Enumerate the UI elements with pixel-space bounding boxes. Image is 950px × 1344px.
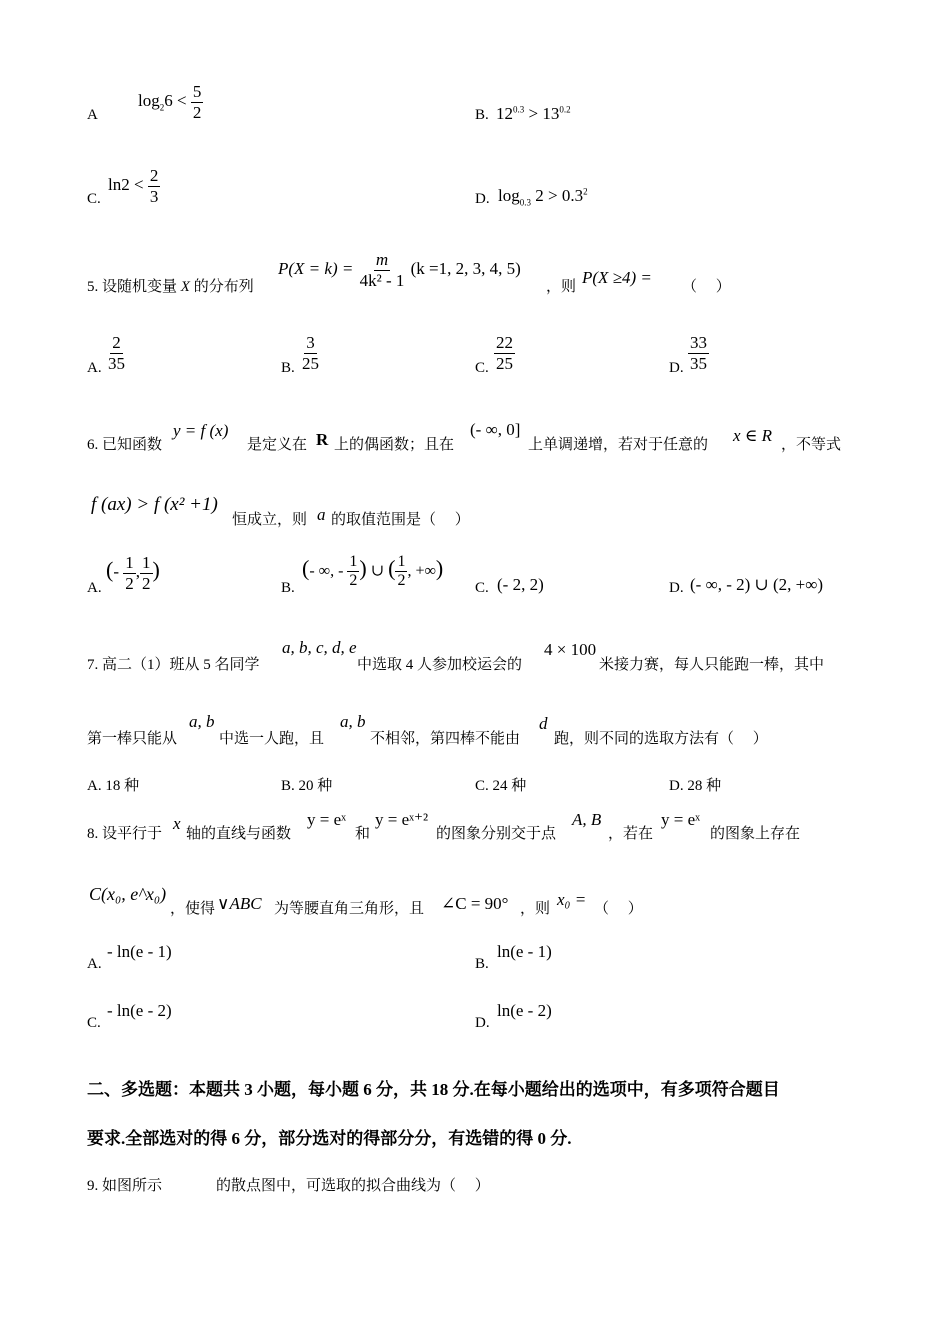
q6-text-2: 上的偶函数；且在 xyxy=(334,437,455,453)
q5-prefix: 5. 设随机变量 X 的分布列 xyxy=(87,279,254,295)
q4-option-a-expr: $\log_26$ < $\frac{5}{2}$ xyxy=(138,82,202,122)
q6-inequality: f (ax) > f (x² +1) xyxy=(91,494,218,515)
q7-line1-c: 米接力赛，每人只能跑一棒，其中 xyxy=(599,657,825,673)
q5-option-c-label: C. xyxy=(475,360,489,376)
q8-option-d-label: D. xyxy=(475,1015,490,1031)
section2-heading-line1: 二、多选题：本题共 3 小题，每小题 6 分，共 18 分.在每小题给出的选项中，有多项符合题目 xyxy=(87,1080,780,1099)
q7-ab-2: a, b xyxy=(340,712,366,731)
q8-line2-a: ，使得 xyxy=(170,901,216,917)
q6-text-1: 是定义在 xyxy=(247,437,308,453)
q8-option-a-expr: - ln(e - 1) xyxy=(107,942,172,961)
q6-R1: R xyxy=(316,430,329,449)
q5-option-a-value: $\frac{2}{35}$ xyxy=(108,333,125,373)
q6-func: y = f (x) xyxy=(173,421,229,440)
q8-bracket: （ ） xyxy=(594,901,643,917)
q6-option-b-label: B. xyxy=(281,580,295,596)
q6-option-c-expr: (- 2, 2) xyxy=(497,575,544,594)
q5-ask: P(X ≥4) = xyxy=(582,268,652,287)
section2-heading-line2: 要求.全部选对的得 6 分，部分选对的得部分分，有选错的得 0 分. xyxy=(87,1129,572,1148)
q8-line1-e: 的图象上存在 xyxy=(710,826,801,842)
q7-option-c: C. 24 种 xyxy=(475,778,527,794)
q8-point-C: C(x₀, e^x₀) xyxy=(89,884,167,904)
q5-option-c-value: $\frac{22}{25}$ xyxy=(496,333,513,373)
q8-option-d-expr: ln(e - 2) xyxy=(497,1001,552,1020)
q5-option-b-value: $\frac{3}{25}$ xyxy=(302,333,319,373)
q8-and: 和 xyxy=(355,826,371,842)
q8-line1-c: 的图象分别交于点 xyxy=(436,826,557,842)
q6-option-b-expr: (- ∞, - $\frac{1}{2}$ ) ∪ ( $\frac{1}{2}$ , +∞) xyxy=(302,553,444,590)
q4-option-a-label: A xyxy=(87,107,98,123)
q8-x0: x₀ = xyxy=(557,890,587,909)
q6-x-in-R: x ∈ R xyxy=(733,426,773,445)
q7-ab-1: a, b xyxy=(189,712,215,731)
q7-option-d: D. 28 种 xyxy=(669,778,722,794)
q4-option-c-expr: ln2 < $\frac{2}{3}$ xyxy=(108,166,159,206)
q8-line2-c: ，则 xyxy=(520,901,551,917)
q6-a: a xyxy=(317,505,326,524)
q5-bracket: （ ） xyxy=(682,279,731,295)
q8-func-2: y = eˣ⁺² xyxy=(375,810,429,829)
q7-line1-a: 7. 高二（1）班从 5 名同学 xyxy=(87,657,260,673)
q4-option-b-label: B. xyxy=(475,107,489,123)
q6-text-4: ，不等式 xyxy=(781,437,842,453)
q5-formula: P(X = k) = $\frac{m}{\text{4k² - 1}}$ (k =1, 2, 3, 4, 5) xyxy=(278,250,521,290)
q7-option-b: B. 20 种 xyxy=(281,778,333,794)
q6-text-5: 恒成立，则 xyxy=(232,512,308,528)
q7-option-a: A. 18 种 xyxy=(87,778,140,794)
q6-text-6: 的取值范围是（ ） xyxy=(331,512,470,528)
q8-angle: ∠C = 90° xyxy=(441,894,509,913)
q8-line1-b: 轴的直线与函数 xyxy=(186,826,292,842)
q5-option-d-value: $\frac{33}{35}$ xyxy=(690,333,707,373)
q6-interval: (- ∞, 0] xyxy=(470,420,521,439)
q6-option-d-expr: (- ∞, - 2) ∪ (2, +∞) xyxy=(690,575,824,594)
q5-option-b-label: B. xyxy=(281,360,295,376)
q9-prefix: 9. 如图所示 xyxy=(87,1178,163,1194)
q7-relay: 4 × 100 xyxy=(544,640,597,659)
q7-line2-a: 第一棒只能从 xyxy=(87,731,178,747)
q8-func-3: y = eˣ xyxy=(661,810,701,829)
q7-line2-b: 中选一人跑，且 xyxy=(219,731,325,747)
q5-option-d-label: D. xyxy=(669,360,684,376)
q5-option-a-label: A. xyxy=(87,360,102,376)
q7-d: d xyxy=(539,714,548,733)
q4-option-b-expr: $12^{0.3} > 13^{0.2}$ xyxy=(496,104,571,123)
q5-then: ，则 xyxy=(546,279,577,295)
q8-line2-b: 为等腰直角三角形，且 xyxy=(274,901,425,917)
q7-names: a, b, c, d, e xyxy=(282,638,357,657)
q6-option-a-expr: (- $\frac{1}{2}$ , $\frac{1}{2}$ ) xyxy=(106,553,160,593)
q6-option-d-label: D. xyxy=(669,580,684,596)
q8-line1-d: ，若在 xyxy=(608,826,654,842)
q8-func-1: y = eˣ xyxy=(307,810,347,829)
q8-AB: A, B xyxy=(572,810,602,829)
q7-line2-c: 不相邻，第四棒不能由 xyxy=(370,731,521,747)
q6-option-c-label: C. xyxy=(475,580,489,596)
q9-text: 的散点图中，可选取的拟合曲线为（ ） xyxy=(216,1178,490,1194)
q6-text-3: 上单调递增，若对于任意的 xyxy=(528,437,709,453)
q8-x: x xyxy=(173,814,181,833)
q8-option-b-label: B. xyxy=(475,956,489,972)
q4-option-d-expr: $\log_{0.3} 2 > 0.3^2$ xyxy=(498,186,588,208)
q8-triangle: ∨ABC xyxy=(217,894,262,913)
q7-line2-d: 跑，则不同的选取方法有（ ） xyxy=(554,731,768,747)
q8-option-c-expr: - ln(e - 2) xyxy=(107,1001,172,1020)
q6-option-a-label: A. xyxy=(87,580,102,596)
q6-prefix: 6. 已知函数 xyxy=(87,437,163,453)
q8-line1-a: 8. 设平行于 xyxy=(87,826,163,842)
q7-line1-b: 中选取 4 人参加校运会的 xyxy=(357,657,523,673)
q4-option-d-label: D. xyxy=(475,191,490,207)
q8-option-b-expr: ln(e - 1) xyxy=(497,942,552,961)
q8-option-c-label: C. xyxy=(87,1015,101,1031)
q8-option-a-label: A. xyxy=(87,956,102,972)
q4-option-c-label: C. xyxy=(87,191,101,207)
